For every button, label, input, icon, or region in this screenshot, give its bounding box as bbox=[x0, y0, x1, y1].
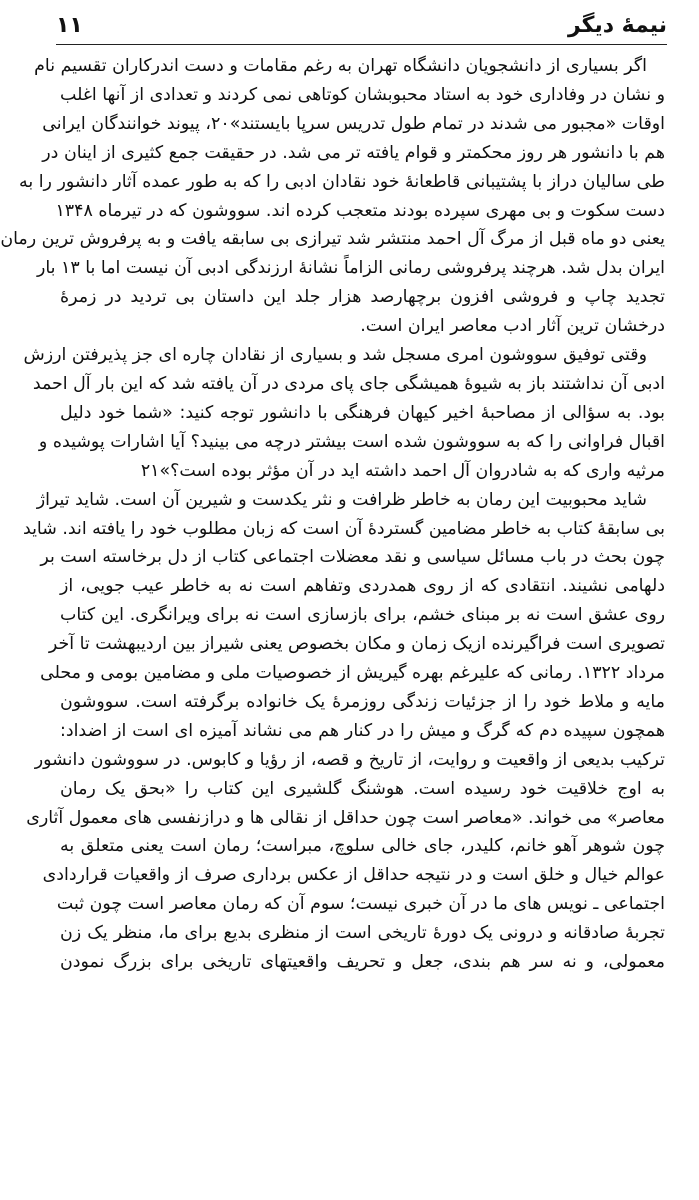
text-line: و نشان در وفاداری خود به استاد محبوبشان کوتاهی نمی کردند و تعدادی از آنها اغلب bbox=[60, 84, 665, 105]
journal-title: نیمهٔ دیگر bbox=[567, 12, 667, 38]
text-line: تجدید چاپ و فروشی افزون برچهارصد هزار جلد این داستان بی تردید در زمرهٔ bbox=[60, 287, 665, 308]
body-text bbox=[0, 52, 665, 977]
text-line: روی عشق است نه بر مبنای خشم، برای بازسازی است نه برای ویرانگری. این کتاب bbox=[60, 605, 665, 626]
text-line: اوقات «مجبور می شدند در تمام طول تدریس سرپا بایستند»۲۰، پیوند خوانندگان ایرانی bbox=[42, 113, 665, 134]
text-line: ترکیب بدیعی از واقعیت و روایت، از تاریخ و قصه، از رؤیا و کابوس. در سووشون دانشور bbox=[34, 749, 665, 770]
text-line: اگر بسیاری از دانشجویان دانشگاه تهران به رغم مقامات و دست اندرکاران تقسیم نام bbox=[34, 56, 647, 76]
header-rule bbox=[56, 44, 667, 45]
paragraph-2 bbox=[23, 341, 665, 486]
text-line: ادبی آن نداشتند باز به شیوهٔ همیشگی جای پای مردی در آن یافته شد که این بار آل احمد bbox=[32, 373, 665, 394]
paragraph-3 bbox=[22, 486, 665, 977]
paragraph-1 bbox=[0, 52, 665, 341]
page-number: ۱۱ bbox=[56, 12, 83, 38]
text-line: اقبال فراوانی را که به سووشون شده است بیشتر درچه می بینید؟ آیا اشارات پوشیده و bbox=[38, 431, 665, 452]
text-line: بی سابقهٔ کتاب به خاطر مضامین گستردهٔ آن است که زبان مطلوب خود را یافته اند. شاید bbox=[22, 518, 665, 539]
text-line: به اوج خلاقیت خود رسیده است. هوشنگ گلشیری این کتاب را «بحق یک رمان bbox=[60, 778, 665, 799]
text-line: شاید محبوبیت این رمان به خاطر ظرافت و نثر یکدست و شیرین آن است. شاید تیراژ bbox=[36, 489, 647, 510]
text-line: دلهامی نشیند. انتقادی که از روی همدردی وتفاهم است نه به خاطر عیب جویی، از bbox=[60, 576, 665, 597]
text-line: مرثیه واری که به شادروان آل احمد داشته اید در آن مؤثر بوده است؟»۲۱ bbox=[140, 460, 665, 481]
text-line: تصویری است فراگیرنده ازیک زمان و مکان بخصوص یعنی شیراز بین اردیبهشت تا آخر bbox=[48, 634, 665, 655]
text-line: وقتی توفیق سووشون امری مسجل شد و بسیاری از نقادان چاره ای جز پذیرفتن ارزش bbox=[23, 345, 647, 366]
text-line: یعنی دو ماه قبل از مرگ آل احمد منتشر شد تیرازی بی سابقه یافت و به پرفروش ترین رمان bbox=[0, 229, 665, 250]
text-line: طی سالیان دراز با پشتیبانی قاطعانهٔ خود نقادان ادبی را که به طور عمده آثار دانشور را به bbox=[19, 171, 665, 192]
text-line: هم با دانشور هر روز محکمتر و قوام یافته تر می شد. در حقیقت جمع کثیری از اینان در bbox=[42, 142, 665, 163]
text-line: معمولی، و نه سر هم بندی، جعل و تحریف واقعیتهای تاریخی برای بزرگ نمودن bbox=[60, 952, 665, 973]
text-line: معاصر» می خواند. «معاصر است چون حداقل از نقالی ها و درازنفسی های معمول آثاری bbox=[26, 807, 665, 828]
text-line: مایه و ملاط خود را از جزئیات زندگی روزمرهٔ یک خانواده برگرفته است. سووشون bbox=[60, 691, 665, 712]
text-line: همچون سپیده دم که گرگ و میش را در کنار هم می نشاند آمیزه ای است از اضداد: bbox=[60, 720, 665, 741]
text-line: دست سکوت و بی مهری سپرده بودند متعجب کرده اند. سووشون که در تیرماه ۱۳۴۸ bbox=[55, 200, 665, 221]
text-line: عوالم خیال و خلق است و در نتیجه حداقل از عکس برداری صرف از واقعیات قراردادی bbox=[42, 865, 665, 886]
text-line: چون شوهر آهو خانم، کلیدر، جای خالی سلوچ، مبراست؛ رمان است یعنی متعلق به bbox=[60, 836, 665, 857]
text-line: چون بحث در باب مسائل سیاسی و نقد معضلات اجتماعی کتاب از دل برخاسته است بر bbox=[40, 547, 665, 568]
text-line: درخشان ترین آثار ادب معاصر ایران است. bbox=[360, 316, 665, 337]
text-line: مرداد ۱۳۲۲. رمانی که علیرغم بهره گیریش از خصوصیات ملی و مضامین بومی و محلی bbox=[40, 663, 665, 684]
text-line: تجربهٔ صادقانه و درونی یک دورهٔ تاریخی است از منظری بدیع برای ما، منظر یک زن bbox=[60, 923, 665, 944]
text-line: اجتماعی ـ نویس های ما در آن خبری نیست؛ سوم آن که رمان معاصر است چون ثبت bbox=[56, 894, 665, 915]
text-line: ایران بدل شد. هرچند پرفروشی رمانی الزاماً نشانهٔ ارزندگی ادبی آن نیست اما با ۱۳ بار bbox=[36, 258, 665, 279]
page-header bbox=[56, 8, 667, 42]
text-line: بود. به سؤالی از مصاحبهٔ اخیر کیهان فرهنگی با دانشور توجه کنید: «شما خود دلیل bbox=[60, 402, 665, 423]
